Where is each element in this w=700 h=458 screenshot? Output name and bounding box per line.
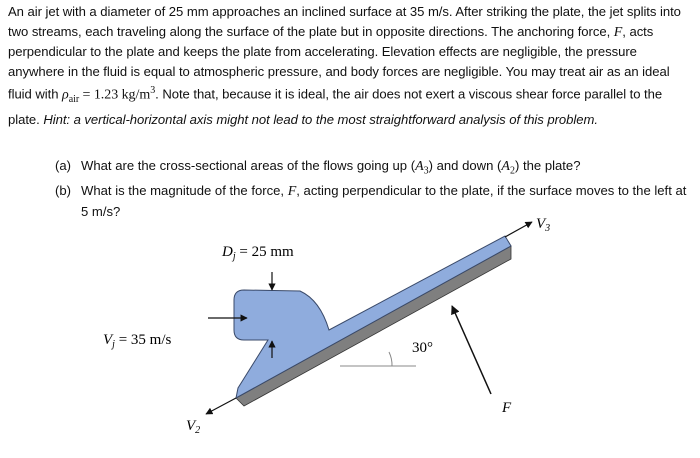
area-a2-var: A [501,159,510,174]
force-label: F [502,400,512,416]
fluid-stream [234,236,511,398]
jet-diameter-label: $D_j = 25$ mm [222,244,294,262]
hint-text: Hint: a vertical-horizontal axis might not lead to the most straightforward analysis of this problem. [43,111,598,127]
jet-velocity-label: $V_j = 35$ m/s [103,332,172,350]
question-a-text-3: ) the plate? [514,158,581,173]
question-b-text-1: What is the magnitude of the force, [81,183,288,199]
area-a2-sub: 2 [509,165,515,177]
force-arrow [452,306,491,394]
question-a-text-2: ) and down ( [428,158,502,173]
question-a-tag: (a) [55,158,72,173]
problem-text-2: , acts perpendicular to the plate and keeps the plate from accelerating. Elevation effects are negligible, the pressure anywhere in the fluid is equal to atmospheric pressure, and body forces are negligible. You may treat air as an ideal fluid with [8,23,670,102]
area-a3-var: A [415,159,424,174]
v3-outflow-arrow [505,222,532,237]
v2-label: $V_2$ [186,418,201,436]
v3-label: $V_3$ [536,216,551,234]
force-var: F [613,24,623,40]
force-b-var: F [287,184,297,200]
question-a-text-1: What are the cross-sectional areas of the flows going up ( [81,158,416,173]
problem-text-1: An air jet with a diameter of 25 mm approaches an inclined surface at 35 m/s. After striking the plate, the jet splits into two streams, each traveling along the surface of the plate but in opposite directions. The anchoring force, [8,4,681,39]
question-b-tag: (b) [55,183,72,199]
rho-symbol: ρ [62,87,69,103]
rho-exponent: 3 [150,85,156,97]
problem-text-3: . Note that, because it is ideal, the air does not exert a viscous shear force parallel to the plate. [8,86,663,127]
rho-value: = 1.23 kg/m [79,87,151,103]
v2-outflow-arrow [206,398,236,414]
angle-arc [389,352,392,366]
question-b-text-2: , acting perpendicular to the plate, if the surface moves to the left at 5 m/s? [81,183,687,219]
angle-label: 30° [412,340,433,356]
area-a3-sub: 3 [423,165,429,177]
rho-subscript: air [68,94,80,106]
